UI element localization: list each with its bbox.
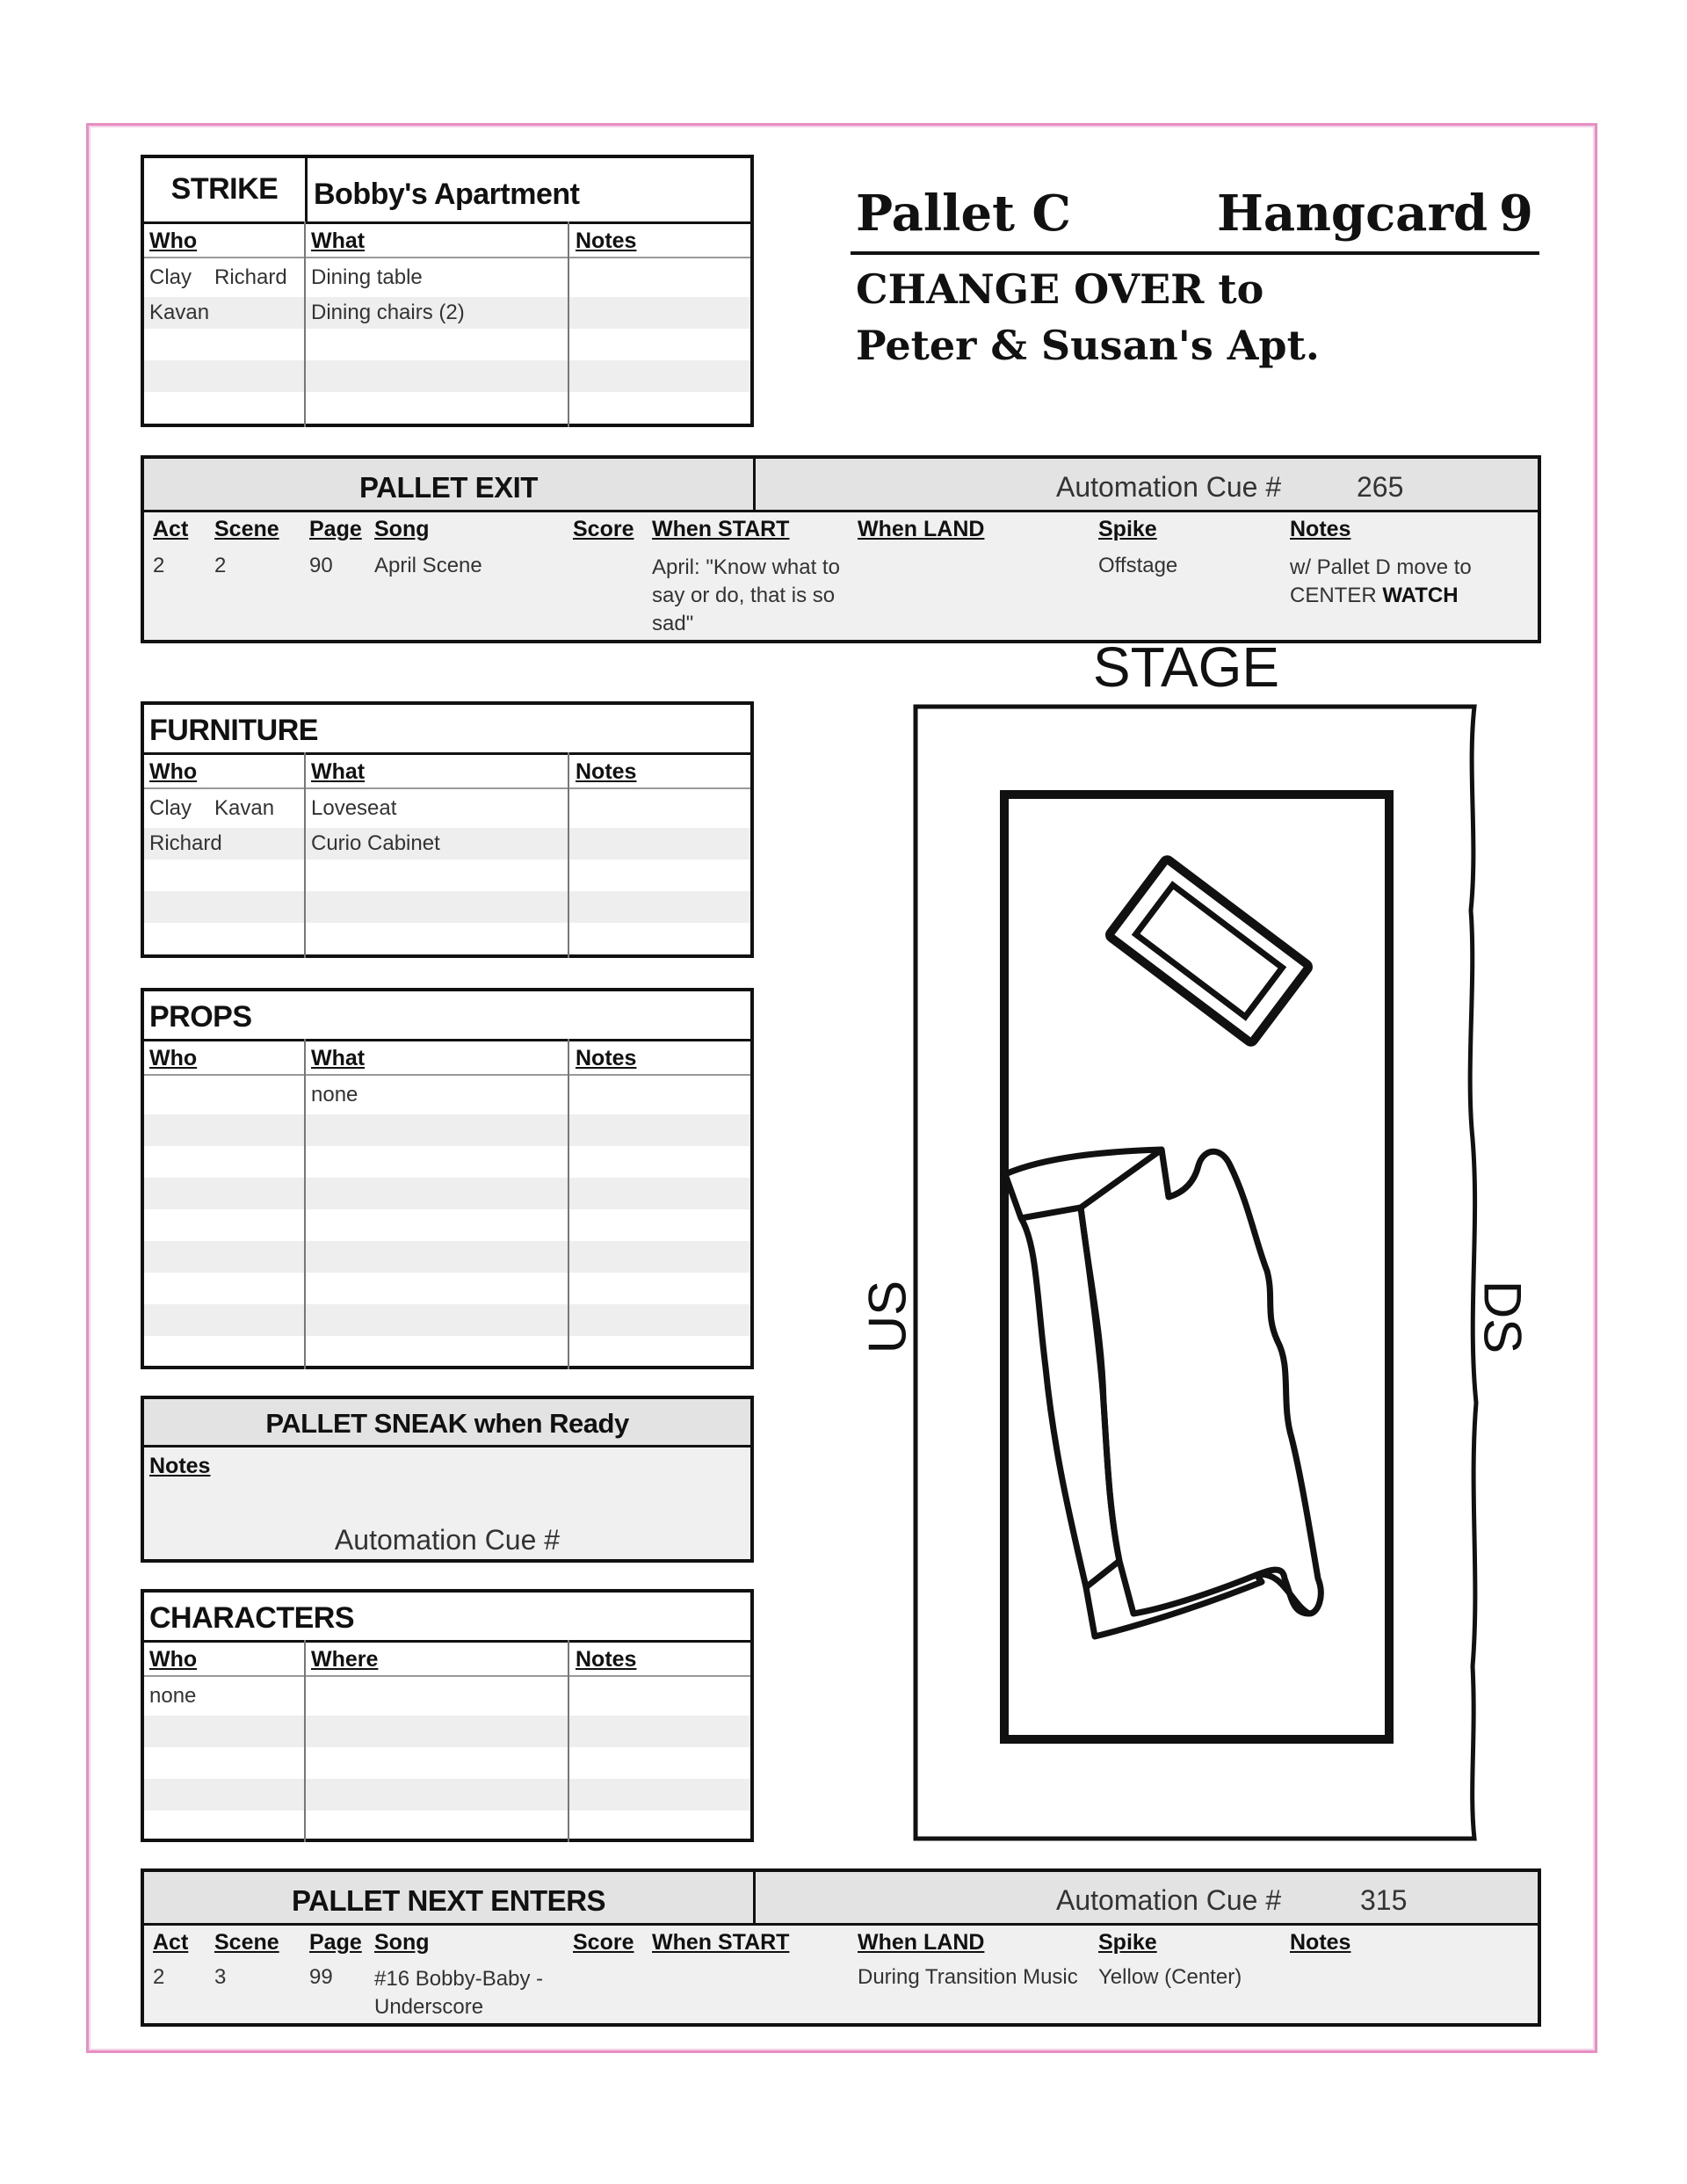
exit-col-when-land: When LAND (858, 517, 985, 541)
furniture-title: FURNITURE (149, 714, 318, 747)
strike-label: STRIKE (170, 172, 279, 206)
next-scene: 3 (214, 1965, 227, 1989)
exit-col-scene: Scene (214, 517, 279, 541)
characters-table (141, 1589, 754, 1842)
exit-page: 90 (309, 554, 333, 577)
us-label: US (858, 1280, 917, 1354)
table-row-who: Clay (149, 796, 192, 820)
changeover-line-1: CHANGE OVER to (856, 265, 1264, 313)
props-title: PROPS (149, 1000, 252, 1034)
furniture-col-what: What (311, 759, 366, 784)
next-col-scene: Scene (214, 1930, 279, 1955)
table-row-who: Kavan (149, 301, 210, 324)
curio-cabinet-icon (1108, 859, 1309, 1044)
ds-label: DS (1473, 1280, 1532, 1354)
hangcard-label: Hangcard (1217, 185, 1488, 243)
props-col-notes: Notes (576, 1046, 637, 1070)
table-row-what: Loveseat (311, 796, 397, 820)
characters-col-who: Who (149, 1647, 198, 1672)
table-row-what: Dining chairs (2) (311, 301, 465, 324)
next-col-when-land: When LAND (858, 1930, 985, 1955)
exit-song: April Scene (374, 554, 482, 577)
exit-col-when-start: When START (652, 517, 790, 541)
pallet-next-table (141, 1868, 1541, 2027)
exit-notes (1290, 554, 1492, 610)
stage-label: STAGE (1092, 635, 1280, 699)
pallet-exit-cue-label: Automation Cue # (1056, 471, 1282, 503)
next-col-page: Page (309, 1930, 362, 1955)
pallet-title: Pallet C (856, 185, 1071, 243)
props-col-who: Who (149, 1046, 198, 1070)
pallet-next-title: PALLET NEXT ENTERS (291, 1884, 606, 1917)
title-rule (851, 251, 1539, 255)
table-row-who: Kavan (214, 796, 275, 820)
exit-when-start: April: "Know what to say or do, that is so sad" (652, 555, 840, 635)
next-col-notes: Notes (1290, 1930, 1351, 1955)
table-row-what: none (311, 1083, 358, 1107)
exit-col-spike: Spike (1098, 517, 1157, 541)
furniture-table (141, 701, 754, 958)
sneak-notes-label: Notes (149, 1454, 211, 1478)
next-when-land: During Transition Music (858, 1965, 1078, 1989)
exit-col-notes: Notes (1290, 517, 1351, 541)
characters-col-where: Where (311, 1647, 379, 1672)
table-row-what: Dining table (311, 265, 423, 289)
characters-col-notes: Notes (576, 1647, 637, 1672)
sneak-title: PALLET SNEAK when Ready (265, 1408, 629, 1439)
props-col-what: What (311, 1046, 366, 1070)
pallet-sneak-table (141, 1396, 754, 1563)
changeover-line-2: Peter & Susan's Apt. (856, 322, 1320, 369)
pallet-exit-table (141, 455, 1541, 643)
stage-diagram (905, 700, 1485, 1846)
exit-col-page: Page (309, 517, 362, 541)
exit-act: 2 (153, 554, 165, 577)
exit-col-score: Score (573, 517, 634, 541)
exit-col-act: Act (153, 517, 189, 541)
exit-scene: 2 (214, 554, 227, 577)
hangcard-number: 9 (1499, 185, 1533, 243)
strike-table (141, 155, 754, 427)
next-song: #16 Bobby-Baby - Underscore (374, 1967, 544, 2019)
exit-spike: Offstage (1098, 554, 1178, 577)
table-row-what: Curio Cabinet (311, 831, 440, 855)
next-spike: Yellow (Center) (1098, 1965, 1242, 1989)
pallet-next-cue-number: 315 (1360, 1884, 1408, 1916)
strike-col-who: Who (149, 229, 198, 253)
exit-col-song: Song (374, 517, 430, 541)
furniture-col-notes: Notes (576, 759, 637, 784)
exit-notes-text: w/ Pallet D move to CENTER (1290, 555, 1472, 607)
table-row-who: none (149, 1684, 197, 1708)
next-page: 99 (309, 1965, 333, 1989)
strike-col-what: What (311, 229, 366, 253)
sneak-cue-label: Automation Cue # (334, 1524, 561, 1556)
table-row-who: Clay (149, 265, 192, 289)
table-row-who: Richard (149, 831, 222, 855)
props-table (141, 988, 754, 1369)
table-row-who: Richard (214, 265, 287, 289)
pallet-next-cue-label: Automation Cue # (1056, 1884, 1282, 1916)
pallet-exit-title: PALLET EXIT (359, 471, 538, 504)
next-act: 2 (153, 1965, 165, 1989)
next-col-score: Score (573, 1930, 634, 1955)
furniture-col-who: Who (149, 759, 198, 784)
next-col-spike: Spike (1098, 1930, 1157, 1955)
next-col-act: Act (153, 1930, 189, 1955)
loveseat-icon (1005, 1150, 1321, 1636)
strike-col-notes: Notes (576, 229, 637, 253)
exit-notes-bold: WATCH (1382, 584, 1459, 607)
next-col-song: Song (374, 1930, 430, 1955)
characters-title: CHARACTERS (149, 1601, 354, 1635)
next-col-when-start: When START (652, 1930, 790, 1955)
pallet-exit-cue-number: 265 (1357, 471, 1404, 503)
strike-title: Bobby's Apartment (314, 178, 580, 211)
